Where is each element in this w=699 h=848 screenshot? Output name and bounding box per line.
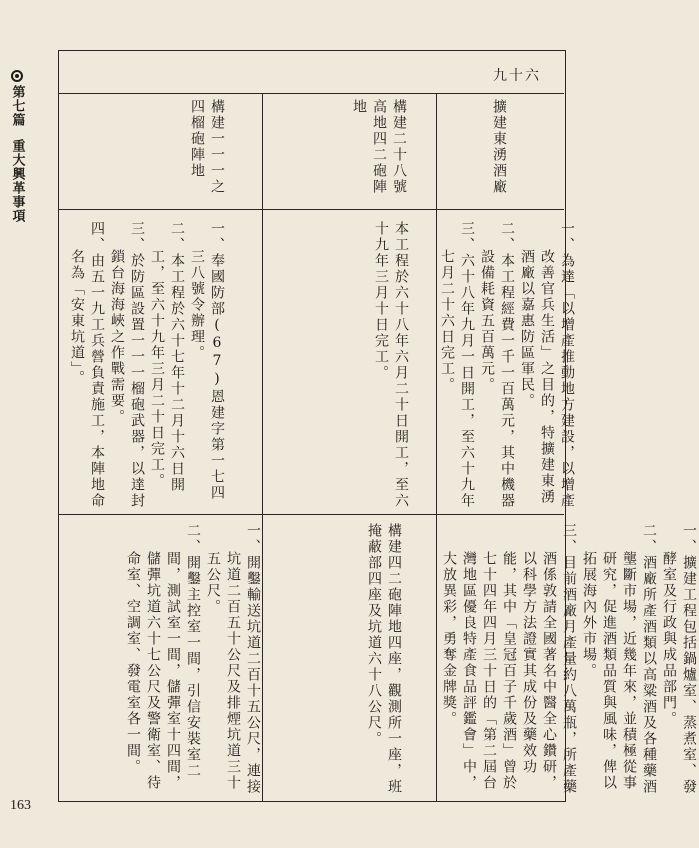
- row-2-title-cell: [349, 99, 419, 207]
- row-3-remarks: [123, 523, 263, 799]
- row-3-remarks-item: 二、開鑿主控室一間，引信安裝室二間，測試室一間，儲彈室十四間，儲彈坑道六十七公尺及警衛室、待命室、空調室、發電室各一間。: [125, 523, 201, 791]
- running-head: [6, 70, 28, 223]
- row-1-remarks-item: 三、目前酒廠月產量約八萬瓶，所產藥酒係敦請全國著名中醫全心鑽研，以科學方法證實其成份及藥效功能，其中「皇冠百子千歲酒」曾於七十四年四月三十日的「第二屆台灣地區優良特產食品評鑑會」中，大放異彩，勇奪金牌獎。: [441, 523, 577, 795]
- events-table: [58, 50, 697, 802]
- row-2-purpose-cell: [371, 221, 431, 511]
- page-number: 163: [10, 798, 31, 813]
- row-3-remarks-cell: [123, 523, 259, 799]
- row-1-purpose-item: 三、六十八年九月一日開工，至六十九年七月二十六日完工。: [439, 221, 475, 509]
- row-2-purpose-item: 本工程於六十八年六月二十日開工，至六十九年三月十日完工。: [373, 221, 409, 509]
- row-2-remarks-cell: [364, 523, 432, 799]
- running-head-chapter: 第七篇: [9, 85, 25, 127]
- row-3-purpose: [67, 221, 227, 511]
- row-3-purpose-item: 一、奉國防部(67)恩建字第一七四三八號令辦理。: [189, 221, 225, 501]
- row-1-purpose-item: 二、本工程經費一千一百萬元，其中機器設備耗資五百萬元。: [479, 221, 515, 509]
- bullet-icon: [11, 70, 23, 82]
- year-header: [69, 65, 541, 86]
- row-1-purpose-cell: [437, 221, 575, 511]
- row-3-purpose-item: 三、於防區設置一一一榴砲武器，以達封鎖台海海峽之作戰需要。: [109, 221, 145, 509]
- row-2-title: 構建二十八號高地四二砲陣地: [351, 99, 407, 195]
- title-row-divider: [59, 209, 564, 210]
- row-1-continuation-cell: [489, 523, 559, 799]
- year-label: 九十六: [493, 68, 541, 84]
- row-3-title: 構建一一一之四榴砲陣地: [189, 99, 225, 195]
- row-3-purpose-item: 四、由五一九工兵營負責施工，本陣地命名為「安東坑道」。: [69, 221, 105, 509]
- row-1-purpose-item: 一、為達「以增產推動地方建設，以增產改善官兵生活」之目的，特擴建東湧酒廠以嘉惠防區軍民。: [519, 221, 575, 509]
- row-3-purpose-item: 二、本工程於六十七年十二月十六日開工，至六十九年三月二十日完工。: [149, 221, 185, 493]
- row-3-purpose-cell: [67, 221, 257, 511]
- row-2-remarks: [364, 523, 404, 799]
- row-1-remarks: [439, 523, 699, 799]
- row-1-title: 擴建東湧酒廠: [491, 99, 507, 195]
- row-3-remarks-item: 一、開鑿輸送坑道二百十五公尺，連接坑道二百五十公尺及排煙坑道三十五公尺。: [205, 523, 261, 795]
- row-3-title-cell: [187, 99, 257, 207]
- row-2-purpose: [371, 221, 411, 511]
- row-1-remarks-item: 二、酒廠所產酒類以高粱酒及各種藥酒壟斷市場，近幾年來，並積極從事研究，促進酒類品質與風味，俾以拓展海內外市場。: [581, 523, 657, 795]
- row-1-title-cell: [489, 99, 519, 207]
- running-head-section: 重大興革事項: [9, 139, 25, 223]
- row-2-remarks-item: 構建四二砲陣地四座，觀測所一座，班掩蔽部四座及坑道六十八公尺。: [366, 523, 402, 795]
- purpose-row-divider: [59, 514, 564, 515]
- header-row-divider: [59, 93, 564, 94]
- row-1-purpose: [437, 221, 577, 511]
- row-1-remarks-item: 一、擴建工程包括鍋爐室、蒸煮室、發酵室及行政與成品部門。: [661, 523, 697, 795]
